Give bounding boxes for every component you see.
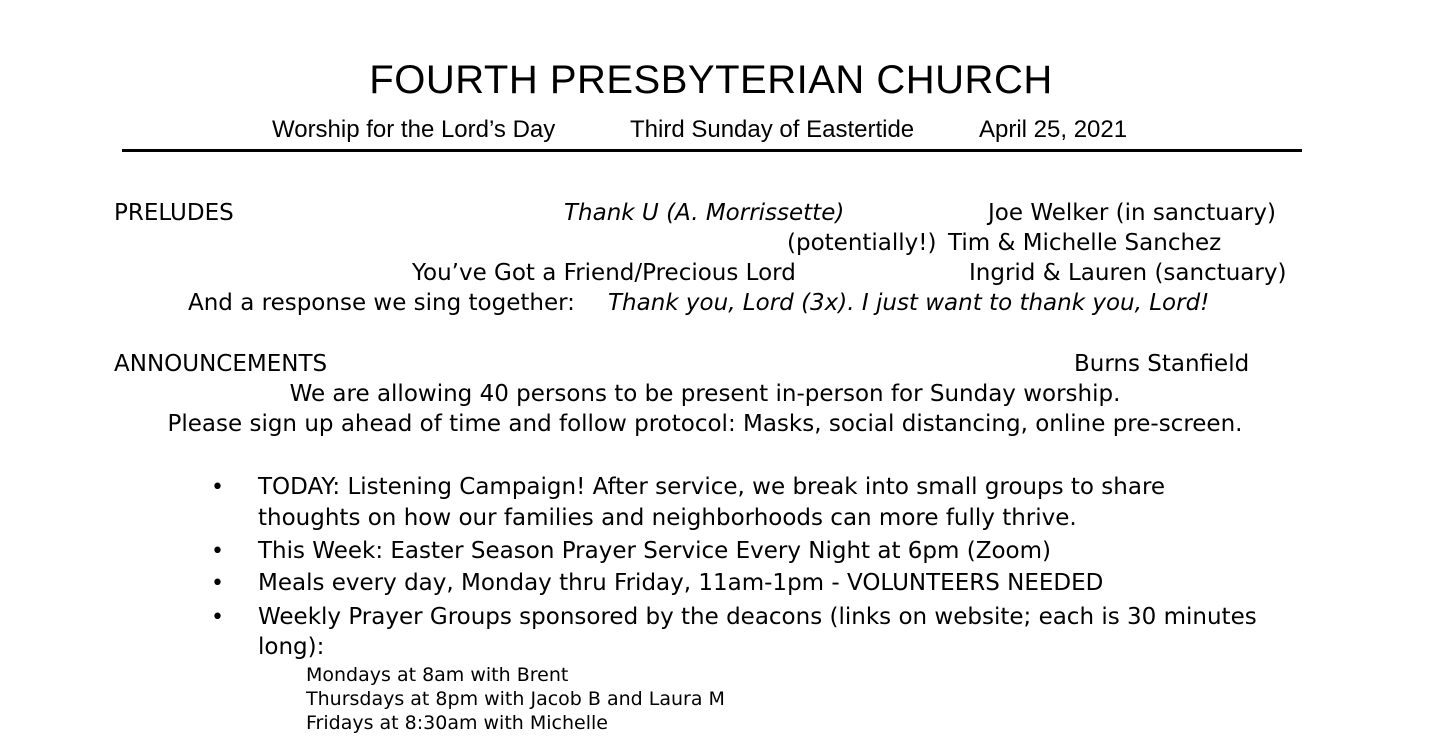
attendance-note: We are allowing 40 persons to be present in-person for Sunday worship.	[289, 381, 1121, 407]
worship-heading: Worship for the Lord’s Day	[272, 116, 556, 143]
announcement-item-4-line2: long):	[258, 634, 325, 660]
response-label: And a response we sing together:	[188, 290, 575, 316]
prelude-performer-3: Ingrid & Lauren (sanctuary)	[969, 260, 1287, 286]
bullet-icon: •	[211, 605, 224, 630]
bullet-icon: •	[211, 571, 224, 596]
announcement-item-2: This Week: Easter Season Prayer Service Every Night at 6pm (Zoom)	[258, 538, 1051, 564]
protocol-note: Please sign up ahead of time and follow protocol: Masks, social distancing, online pre-screen.	[167, 411, 1243, 437]
announcement-item-1-line1: TODAY: Listening Campaign! After service, we break into small groups to share	[258, 474, 1166, 500]
prelude-performer-1: Joe Welker (in sanctuary)	[988, 200, 1276, 226]
announcements-label: ANNOUNCEMENTS	[114, 351, 328, 377]
header-rule	[122, 149, 1302, 152]
announcement-item-3: Meals every day, Monday thru Friday, 11am-1pm - VOLUNTEERS NEEDED	[258, 570, 1104, 596]
prelude-note-2: (potentially!)	[787, 230, 937, 256]
prelude-piece-3: You’ve Got a Friend/Precious Lord	[412, 260, 796, 286]
prayer-group-2: Thursdays at 8pm with Jacob B and Laura M	[306, 688, 725, 710]
announcement-item-4-line1: Weekly Prayer Groups sponsored by the deacons (links on website; each is 30 minutes	[258, 604, 1257, 630]
preludes-label: PRELUDES	[114, 200, 234, 226]
bullet-icon: •	[211, 539, 224, 564]
response-text: Thank you, Lord (3x). I just want to thank you, Lord!	[608, 290, 1210, 316]
prelude-performer-2: Tim & Michelle Sanchez	[948, 230, 1222, 256]
prayer-group-1: Mondays at 8am with Brent	[306, 664, 569, 686]
bullet-icon: •	[211, 475, 224, 500]
announcements-leader: Burns Stanfield	[1074, 351, 1250, 377]
service-date: April 25, 2021	[979, 116, 1128, 143]
prelude-piece-1: Thank U (A. Morrissette)	[564, 200, 845, 226]
announcement-item-1-line2: thoughts on how our families and neighborhoods can more fully thrive.	[258, 505, 1077, 531]
season-heading: Third Sunday of Eastertide	[630, 116, 915, 143]
church-title: FOURTH PRESBYTERIAN CHURCH	[369, 58, 1053, 102]
prayer-group-3: Fridays at 8:30am with Michelle	[306, 712, 608, 734]
